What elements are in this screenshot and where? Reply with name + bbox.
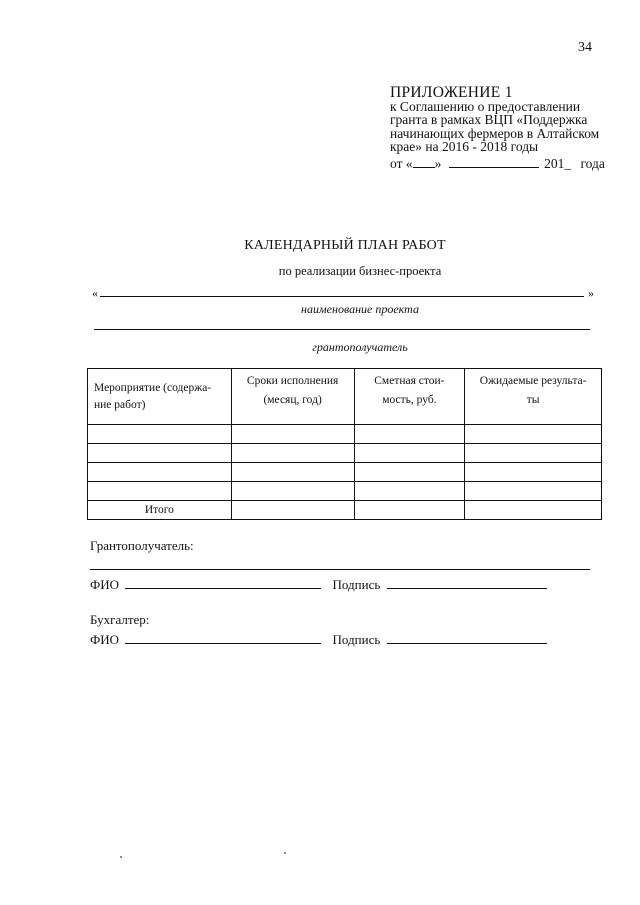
grantee-label: Грантополучатель: bbox=[90, 538, 194, 553]
date-mid: » bbox=[434, 156, 442, 171]
appendix-line: гранта в рамках ВЦП «Поддержка bbox=[390, 112, 588, 127]
table-row bbox=[88, 444, 602, 463]
page-number: 34 bbox=[578, 40, 592, 55]
table-cell[interactable] bbox=[465, 501, 602, 520]
appendix-line: крае» на 2016 - 2018 годы bbox=[390, 139, 539, 154]
table-header-row bbox=[88, 369, 602, 425]
table-cell[interactable] bbox=[465, 463, 602, 482]
header-cost: Сметная стои- мость, руб. bbox=[354, 369, 465, 425]
fio-label: ФИО bbox=[90, 577, 120, 592]
table-cell[interactable] bbox=[88, 425, 232, 444]
table-cell[interactable] bbox=[88, 482, 232, 501]
table-cell[interactable] bbox=[465, 425, 602, 444]
table-cell[interactable] bbox=[354, 444, 465, 463]
scan-speck bbox=[284, 852, 286, 854]
left-quote: « bbox=[92, 286, 98, 300]
table-row bbox=[88, 425, 602, 444]
grantee-name-underline[interactable] bbox=[90, 569, 590, 570]
total-label: Итого bbox=[88, 501, 232, 520]
fio-label: ФИО bbox=[90, 632, 120, 647]
signature-label: Подпись bbox=[332, 577, 381, 592]
table-cell[interactable] bbox=[88, 463, 232, 482]
right-quote: » bbox=[588, 286, 594, 300]
table-cell[interactable] bbox=[231, 463, 354, 482]
table-cell[interactable] bbox=[354, 425, 465, 444]
table-total-row bbox=[88, 501, 602, 520]
month-blank[interactable] bbox=[449, 156, 539, 168]
scan-speck bbox=[120, 856, 122, 858]
signature-label: Подпись bbox=[332, 632, 381, 647]
table-cell[interactable] bbox=[231, 444, 354, 463]
plan-subtitle: по реализации бизнес-проекта bbox=[278, 264, 442, 278]
table-cell[interactable] bbox=[354, 463, 465, 482]
fio-field[interactable] bbox=[125, 576, 321, 589]
grantee-fio-row bbox=[90, 576, 547, 593]
work-plan-table bbox=[87, 368, 602, 520]
project-name-underline bbox=[100, 296, 584, 297]
header-activity: Мероприятие (содержа- ние работ) bbox=[88, 369, 232, 425]
date-prefix: от « bbox=[390, 156, 413, 171]
table-row bbox=[88, 482, 602, 501]
table-cell[interactable] bbox=[231, 482, 354, 501]
appendix-line: к Соглашению о предоставлении bbox=[390, 98, 581, 114]
accountant-label: Бухгалтер: bbox=[90, 612, 150, 627]
agreement-date-line bbox=[390, 156, 605, 172]
appendix-block bbox=[390, 86, 630, 154]
table-cell[interactable] bbox=[465, 444, 602, 463]
accountant-fio-row bbox=[90, 631, 547, 648]
signature-field[interactable] bbox=[387, 631, 547, 644]
recipient-underline[interactable] bbox=[94, 329, 590, 330]
signature-field[interactable] bbox=[387, 576, 547, 589]
header-results: Ожидаемые результа- ты bbox=[465, 369, 602, 425]
table-cell[interactable] bbox=[354, 482, 465, 501]
table-cell[interactable] bbox=[231, 425, 354, 444]
day-blank[interactable] bbox=[413, 156, 435, 168]
project-name-caption: наименование проекта bbox=[301, 302, 419, 316]
header-deadline: Сроки исполнения (месяц, год) bbox=[231, 369, 354, 425]
table-cell[interactable] bbox=[465, 482, 602, 501]
fio-field[interactable] bbox=[125, 631, 321, 644]
plan-title: КАЛЕНДАРНЫЙ ПЛАН РАБОТ bbox=[244, 238, 446, 253]
year-text: 201_ bbox=[544, 156, 572, 171]
table-cell[interactable] bbox=[231, 501, 354, 520]
appendix-line: начинающих фермеров в Алтайском bbox=[390, 125, 600, 141]
year-suffix: года bbox=[580, 156, 605, 171]
table-row bbox=[88, 463, 602, 482]
appendix-title: ПРИЛОЖЕНИЕ 1 bbox=[390, 84, 513, 101]
table-cell[interactable] bbox=[354, 501, 465, 520]
table-cell[interactable] bbox=[88, 444, 232, 463]
recipient-caption: грантополучатель bbox=[312, 340, 408, 354]
project-name-field[interactable] bbox=[92, 286, 594, 300]
